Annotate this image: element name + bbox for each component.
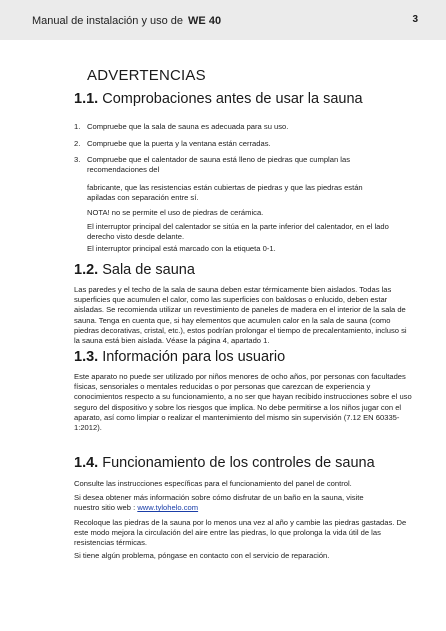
paragraph-control-panel: Consulte las instrucciones específicas para el funcionamiento del panel de control. [74,479,352,488]
list-number: 1. [74,122,81,131]
section-heading-1-4 [74,455,375,471]
manual-title-text: Manual de instalación y uso de [32,15,184,27]
section-heading-1-3 [74,349,285,365]
list-item: Compruebe que el calentador de sauna está lleno de piedras que cumplan las recomendaciones del [87,155,351,175]
note-main-switch-location: El interruptor principal del calentador se sitúa en la parte inferior del calentador, en el lado derecho visto desde delante. [87,222,389,242]
section-number: 1.1. [74,91,99,107]
section-body: Las paredes y el techo de la sala de sauna deben estar térmicamente bien aislados. Todas las superficies que acumulen el calor, como las superficies con baldosas o enlucido, deben estar aisladas. Se recomienda utilizar un revestimiento de paneles de madera en el interior de la sala de sauna. Tenga en cuenta que, si hay elementos que acumulen calor en la sala de sauna (como piedras decorativas, cristal, etc.), estos podrían prolongar el tiempo de precalentamiento, incluso si la sauna está bien aislada. Véase la página 4, apartado 1. [74,285,407,346]
list-number: 2. [74,139,81,148]
section-title: Funcionamiento de los controles de sauna [102,455,375,471]
website-text: Si desea obtener más información sobre cómo disfrutar de un baño en la sauna, visite nuestro sitio web : [74,493,364,513]
paragraph-stones: Recoloque las piedras de la sauna por lo menos una vez al año y cambie las piedras gastadas. De este modo mejora la circulación del aire entre las piedras, lo que prolonga la vida útil de las resistencias térmicas. [74,518,407,548]
document-title: ADVERTENCIAS [87,67,206,84]
list-item: Compruebe que la puerta y la ventana están cerradas. [87,139,271,148]
list-number: 3. [74,155,81,164]
section-body: Este aparato no puede ser utilizado por niños menores de ocho años, por personas con facultades físicas, sensoriales o mentales reducidas o por personas que carezcan de experiencia y conocimientos respecto a su funcionamiento, a no ser que hayan recibido instrucciones sobre el uso seguro del dispositivo y sobre los riesgos que implica. No debe permitirse a los niños jugar con el aparato, así como limpiar o realizar el mantenimiento del mismo sin supervisión (7.12 EN 60335-1:2012). [74,372,412,433]
section-heading-1-2 [74,262,195,278]
section-heading-1-1 [74,91,363,107]
paragraph-service: Si tiene algún problema, póngase en contacto con el servicio de reparación. [74,551,330,560]
section-number: 1.2. [74,262,99,278]
section-number: 1.3. [74,349,99,365]
section-title: Información para los usuario [102,349,286,365]
note-ceramic-stones: NOTA! no se permite el uso de piedras de cerámica. [87,208,264,217]
list-item: Compruebe que la sala de sauna es adecuada para su uso. [87,122,289,131]
section-title: Comprobaciones antes de usar la sauna [102,91,363,107]
section-title: Sala de sauna [102,262,195,278]
page-number: 3 [412,14,418,25]
list-item-continuation: fabricante, que las resistencias están cubiertas de piedras y que las piedras están apiladas con separación entre sí. [87,183,363,203]
model-name: WE 40 [188,15,222,27]
section-number: 1.4. [74,455,99,471]
paragraph-website [74,493,374,513]
website-link[interactable]: www.tylohelo.com [137,503,199,513]
manual-title [32,15,221,27]
note-main-switch-label: El interruptor principal está marcado con la etiqueta 0-1. [87,244,276,253]
page-header [0,0,446,40]
